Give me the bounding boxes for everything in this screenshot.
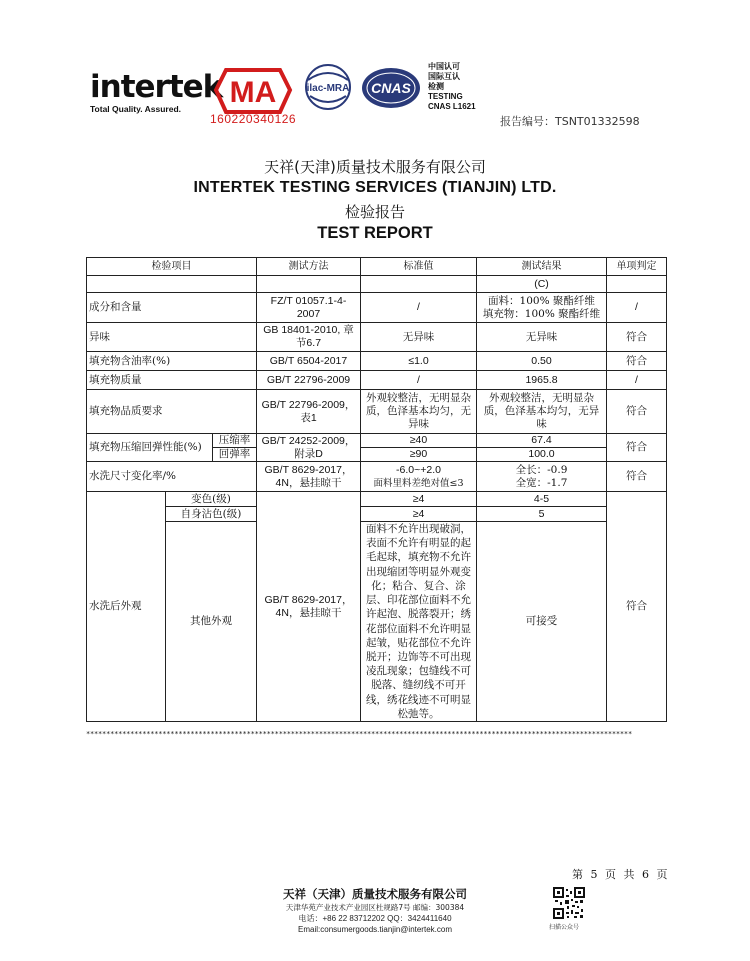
standard-dimension — [361, 462, 477, 492]
item-dimension: 水洗尺寸变化率/% — [87, 462, 257, 492]
sample-label: (C) — [477, 276, 607, 293]
ilac-mra-logo — [298, 62, 358, 112]
table-row — [87, 462, 667, 492]
intertek-logo — [90, 69, 223, 114]
standard-self-staining: ≥4 — [361, 507, 477, 522]
standard-compression-rate: ≥40 — [361, 434, 477, 448]
col-header-standard: 标准值 — [361, 258, 477, 276]
verdict-mass: / — [607, 371, 667, 390]
result-filling: 填充物：100% 聚酯纤维 — [482, 307, 601, 320]
standard-color-change: ≥4 — [361, 492, 477, 507]
table-row — [87, 434, 667, 448]
result-composition — [477, 293, 607, 323]
method-composition: FZ/T 01057.1-4-2007 — [257, 293, 361, 323]
col-header-method: 测试方法 — [257, 258, 361, 276]
verdict-after-wash: 符合 — [607, 492, 667, 722]
cnas-line: 国际互认 — [428, 72, 460, 81]
standard-dimension-diff: 面料里料差绝对值≤3 — [373, 477, 464, 489]
method-quality: GB/T 22796-2009，表1 — [257, 390, 361, 434]
verdict-odor: 符合 — [607, 323, 667, 352]
page-number: 第 5 页 共 6 页 — [572, 868, 668, 881]
cnas-logo-text: CNAS — [371, 80, 411, 96]
result-width: 全宽：-1.7 — [515, 476, 568, 489]
footer-address: 天津华苑产业技术产业园区杜规路7号 邮编：300384 — [285, 903, 465, 912]
standard-other-appearance: 面料不允许出现破洞，表面不允许有明显的起毛起球，填充物不允许出现缩团等明显外观变化；粘合、复合、涂层、印花部位面料不允许起泡、脱落裂开；绣花部位面料不允许明显起皱，贴花部位不允许脱开；边饰等不可出现凌乱现象；包缝线不可脱落、缝纫线不可开线，绣花线迹不可明显松弛等。 — [361, 522, 477, 722]
result-mass: 1965.8 — [477, 371, 607, 390]
cnas-line: TESTING — [428, 92, 463, 101]
method-after-wash: GB/T 8629-2017，4N，悬挂晾干 — [257, 492, 361, 722]
standard-quality: 外观较整洁，无明显杂质，色泽基本均匀，无异味 — [361, 390, 477, 434]
item-after-wash: 水洗后外观 — [87, 492, 166, 722]
verdict-quality: 符合 — [607, 390, 667, 434]
table-row — [87, 522, 667, 722]
table-header-row — [87, 258, 667, 276]
sub-rebound-rate: 回弹率 — [213, 448, 257, 462]
item-composition: 成分和含量 — [87, 293, 257, 323]
method-dimension: GB/T 8629-2017，4N，悬挂晾干 — [257, 462, 361, 492]
standard-rebound-rate: ≥90 — [361, 448, 477, 462]
standard-odor: 无异味 — [361, 323, 477, 352]
company-name-cn: 天祥(天津)质量技术服务有限公司 — [264, 158, 486, 176]
result-dimension — [477, 462, 607, 492]
cnas-line: CNAS L1621 — [428, 102, 476, 111]
result-quality: 外观较整洁，无明显杂质，色泽基本均匀，无异味 — [477, 390, 607, 434]
intertek-tagline: Total Quality. Assured. — [90, 104, 181, 114]
qr-label: 扫描公众号 — [549, 924, 580, 931]
verdict-compression: 符合 — [607, 434, 667, 462]
col-header-item: 检验项目 — [87, 258, 257, 276]
report-number — [500, 113, 640, 129]
report-title-cn: 检验报告 — [344, 203, 405, 221]
result-self-staining: 5 — [477, 507, 607, 522]
result-length: 全长：-0.9 — [515, 463, 568, 476]
sub-color-change: 变色(级) — [166, 492, 257, 507]
verdict-oil: 符合 — [607, 352, 667, 371]
table-row — [87, 507, 667, 522]
report-title-en: TEST REPORT — [317, 224, 433, 242]
cma-number: 160220340126 — [210, 112, 297, 126]
result-fabric: 面料：100% 聚酯纤维 — [488, 294, 595, 307]
item-odor: 异味 — [87, 323, 257, 352]
table-row — [87, 323, 667, 352]
intertek-wordmark: intertek — [90, 69, 223, 105]
col-header-verdict: 单项判定 — [607, 258, 667, 276]
col-header-result: 测试结果 — [477, 258, 607, 276]
item-quality: 填充物品质要求 — [87, 390, 257, 434]
table-row — [87, 390, 667, 434]
report-number-label: 报告编号： — [500, 115, 555, 128]
standard-oil: ≤1.0 — [361, 352, 477, 371]
result-other-appearance: 可接受 — [477, 522, 607, 722]
cnas-line: 检测 — [428, 82, 444, 91]
cnas-line: 中国认可 — [428, 62, 460, 71]
ilac-mra-text: ilac-MRA — [306, 83, 350, 94]
method-mass: GB/T 22796-2009 — [257, 371, 361, 390]
item-mass: 填充物质量 — [87, 371, 257, 390]
cma-logo — [212, 66, 294, 116]
report-number-value: TSNT01332598 — [555, 115, 640, 128]
footer-contact: 电话：+86 22 83712202 QQ：3424411640 — [298, 914, 452, 923]
result-rebound-rate: 100.0 — [477, 448, 607, 462]
end-of-table-divider: **************************************************************************************************************************************** — [86, 730, 632, 738]
cnas-logo — [360, 66, 422, 110]
test-results-table — [86, 257, 667, 722]
verdict-dimension: 符合 — [607, 462, 667, 492]
verdict-composition: / — [607, 293, 667, 323]
table-row — [87, 371, 667, 390]
standard-dimension-range: -6.0~+2.0 — [396, 463, 441, 476]
method-oil: GB/T 6504-2017 — [257, 352, 361, 371]
item-oil: 填充物含油率(%) — [87, 352, 257, 371]
result-odor: 无异味 — [477, 323, 607, 352]
footer-company: 天祥（天津）质量技术服务有限公司 — [283, 887, 467, 901]
method-compression: GB/T 24252-2009，附录D — [257, 434, 361, 462]
company-name-en: INTERTEK TESTING SERVICES (TIANJIN) LTD. — [193, 179, 557, 196]
result-oil: 0.50 — [477, 352, 607, 371]
sub-self-staining: 自身沾色(级) — [166, 507, 257, 522]
sample-label-row — [87, 276, 667, 293]
table-row — [87, 492, 667, 507]
result-color-change: 4-5 — [477, 492, 607, 507]
item-compression: 填充物压缩回弹性能(%) — [87, 434, 213, 462]
table-row — [87, 293, 667, 323]
cnas-accreditation-text — [428, 62, 476, 112]
standard-mass: / — [361, 371, 477, 390]
standard-composition: / — [361, 293, 477, 323]
footer-email: Email:consumergoods.tianjin@intertek.com — [298, 925, 452, 934]
cma-logo-text: MA — [229, 76, 277, 109]
method-odor: GB 18401-2010, 章节6.7 — [257, 323, 361, 352]
result-compression-rate: 67.4 — [477, 434, 607, 448]
qr-code-icon — [553, 887, 585, 919]
sub-other-appearance: 其他外观 — [166, 522, 257, 722]
table-row — [87, 352, 667, 371]
sub-compression-rate: 压缩率 — [213, 434, 257, 448]
